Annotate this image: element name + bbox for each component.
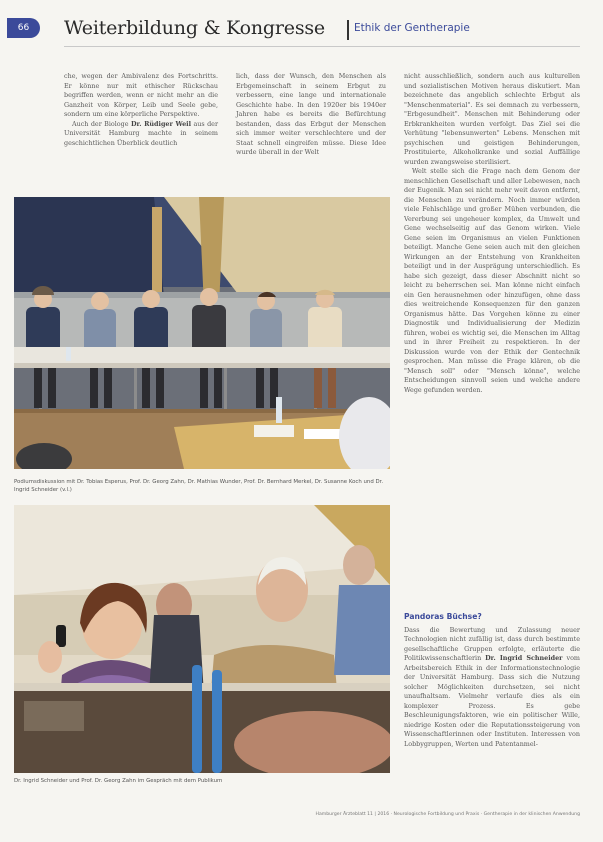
paragraph-text: Dass die Bewertung und Zulassung neuer Technologien nicht zufällig ist, dass durch bestimmte gesellschaftliche Gruppen erfolgte, erläuterte die Politikwissenschaftlerin: [404, 625, 580, 662]
panel-photo: [14, 197, 390, 469]
photo-caption: Podiumsdiskussion mit Dr. Tobias Esperus, Prof. Dr. Georg Zahn, Dr. Mathias Wunder, Prof. Dr. Bernhard Merkel, Dr. Susanne Koch und Dr. Ingrid Schneider (v.l.): [14, 479, 384, 493]
header-rule: [64, 46, 580, 47]
panel-photo-illustration: [14, 197, 390, 469]
header-divider: [347, 20, 349, 40]
text-column-3-continued: [404, 604, 580, 809]
paragraph: nicht ausschließlich, sondern auch aus kulturellen und sozialistischen Motiven heraus diskutiert. Man bezeichnete das angeblich schlechte Erbgut als "Menschenmaterial". Es sei demnach zu verbessern, "Erbgesundheit". Menschen mit Behinderung oder Erbkrankheiten wurden verfolgt. Das Ziel sei die Verhütung "lebensunwerten" Lebens. Menschen mit psychischen und geistigen Behinderungen, Prostituierte, Alkoholkranke und sozial Auffällige wurden zwangsweise sterilisiert.: [404, 72, 580, 166]
section-title: Weiterbildung & Kongresse: [64, 17, 325, 39]
text-column-3: [404, 72, 580, 597]
text-column-1: [64, 72, 218, 148]
paragraph: Welt stelle sich die Frage nach dem Genom der menschlichen Gesellschaft und aller Lebewesen, nach der Eugenik. Man sei nicht mehr weit davon entfernt, die Menschen zu verändern. Noch immer würden viele Fehlschläge und großer Mühen verbunden, die Vererbung sei ungeheuer komplex, da Umwelt und Gene wechselseitig auf das Genom wirken. Viele Gene seien im Organismus an vielen Funktionen beteiligt. Manche Gene seien auch mit den gleichen Wirkungen an der Entstehung von Krankheiten beteiligt und in der Ausprägung unterschiedlich. Es habe sich gezeigt, dass dieser Abschnitt nicht so leicht zu beherrschen sei. Man könne nicht einfach ein Gen herausnehmen oder hinzufügen, ohne dass dies weitreichende Konsequenzen für den ganzen Organismus hätte. Das Vorgehen könne zu einer Diagnostik und Individualisierung der Medizin führen, wobei es wichtig sei, die Menschen im Alltag und in ihrer Freiheit zu respektieren. In der Diskussion wurde von der Ethik der Gentechnik gesprochen. Man müsse die Frage klären, ob die "Mensch soll" oder "Mensch könne", welche Entscheidungen sinnvoll seien und welche andere Wege gefunden werden.: [404, 167, 580, 394]
speaker-name: Dr. Ingrid Schneider: [485, 654, 563, 662]
speaker-photo-illustration: [14, 505, 390, 773]
page-footer: Hamburger Ärzteblatt 11 | 2016 · Neurologische Fortbildung und Praxis · Gentherapie in der klinischen Anwendung: [315, 812, 580, 817]
paragraph: [64, 120, 218, 149]
paragraph-text: Auch der Biologe: [72, 119, 131, 128]
paragraph: [404, 626, 580, 750]
speaker-name: Dr. Rüdiger Weil: [130, 119, 192, 128]
paragraph-text: aus der Universität Hamburg machte in seinem geschichtlichen Überblick deutlich: [64, 119, 218, 147]
paragraph: lich, dass der Wunsch, den Menschen als Erbgemeinschaft in seinem Erbgut zu verbessern, eine lange und internationale Geschichte habe. In den 1920er bis 1940er Jahren habe es bereits die Befürchtung bestanden, dass das Erbgut der Menschen sich immer weiter verschlechtere und der Staat schnell eingreifen müsse. Diese Idee wurde überall in der Welt: [236, 72, 386, 156]
section-subtitle: Ethik der Gentherapie: [354, 22, 470, 34]
photo-caption: Dr. Ingrid Schneider und Prof. Dr. Georg Zahn im Gespräch mit dem Publikum: [14, 778, 223, 784]
paragraph-text: vom Arbeitsbereich Ethik in der Informationstechnologie der Universität Hamburg. Dass sich die Nutzung solcher Möglichkeiten durchsetzen, sei nicht unaufhaltsam. Vielmehr verlaufe dies als ein komplexer Prozess. Es gebe Beschleunigungsfaktoren, wie ein politischer Wille, niedrige Kosten oder die Reputationssteigerung von Wissenschaftlerinnen oder Instituten. Interessen von Lobbygruppen, Werten und Patentanmel-: [404, 654, 580, 748]
subheading: Pandoras Büchse?: [404, 612, 482, 621]
speaker-photo: [14, 505, 390, 773]
text-column-2: [236, 72, 386, 158]
page-number: 66: [7, 18, 40, 38]
paragraph: che, wegen der Ambivalenz des Fortschritts. Er könne nur mit ethischer Rückschau begriffen werden, wenn er nicht mehr an die Ganzheit von Körper, Leib und Seele gebe, sondern um eine körperliche Perspektive.: [64, 72, 218, 118]
